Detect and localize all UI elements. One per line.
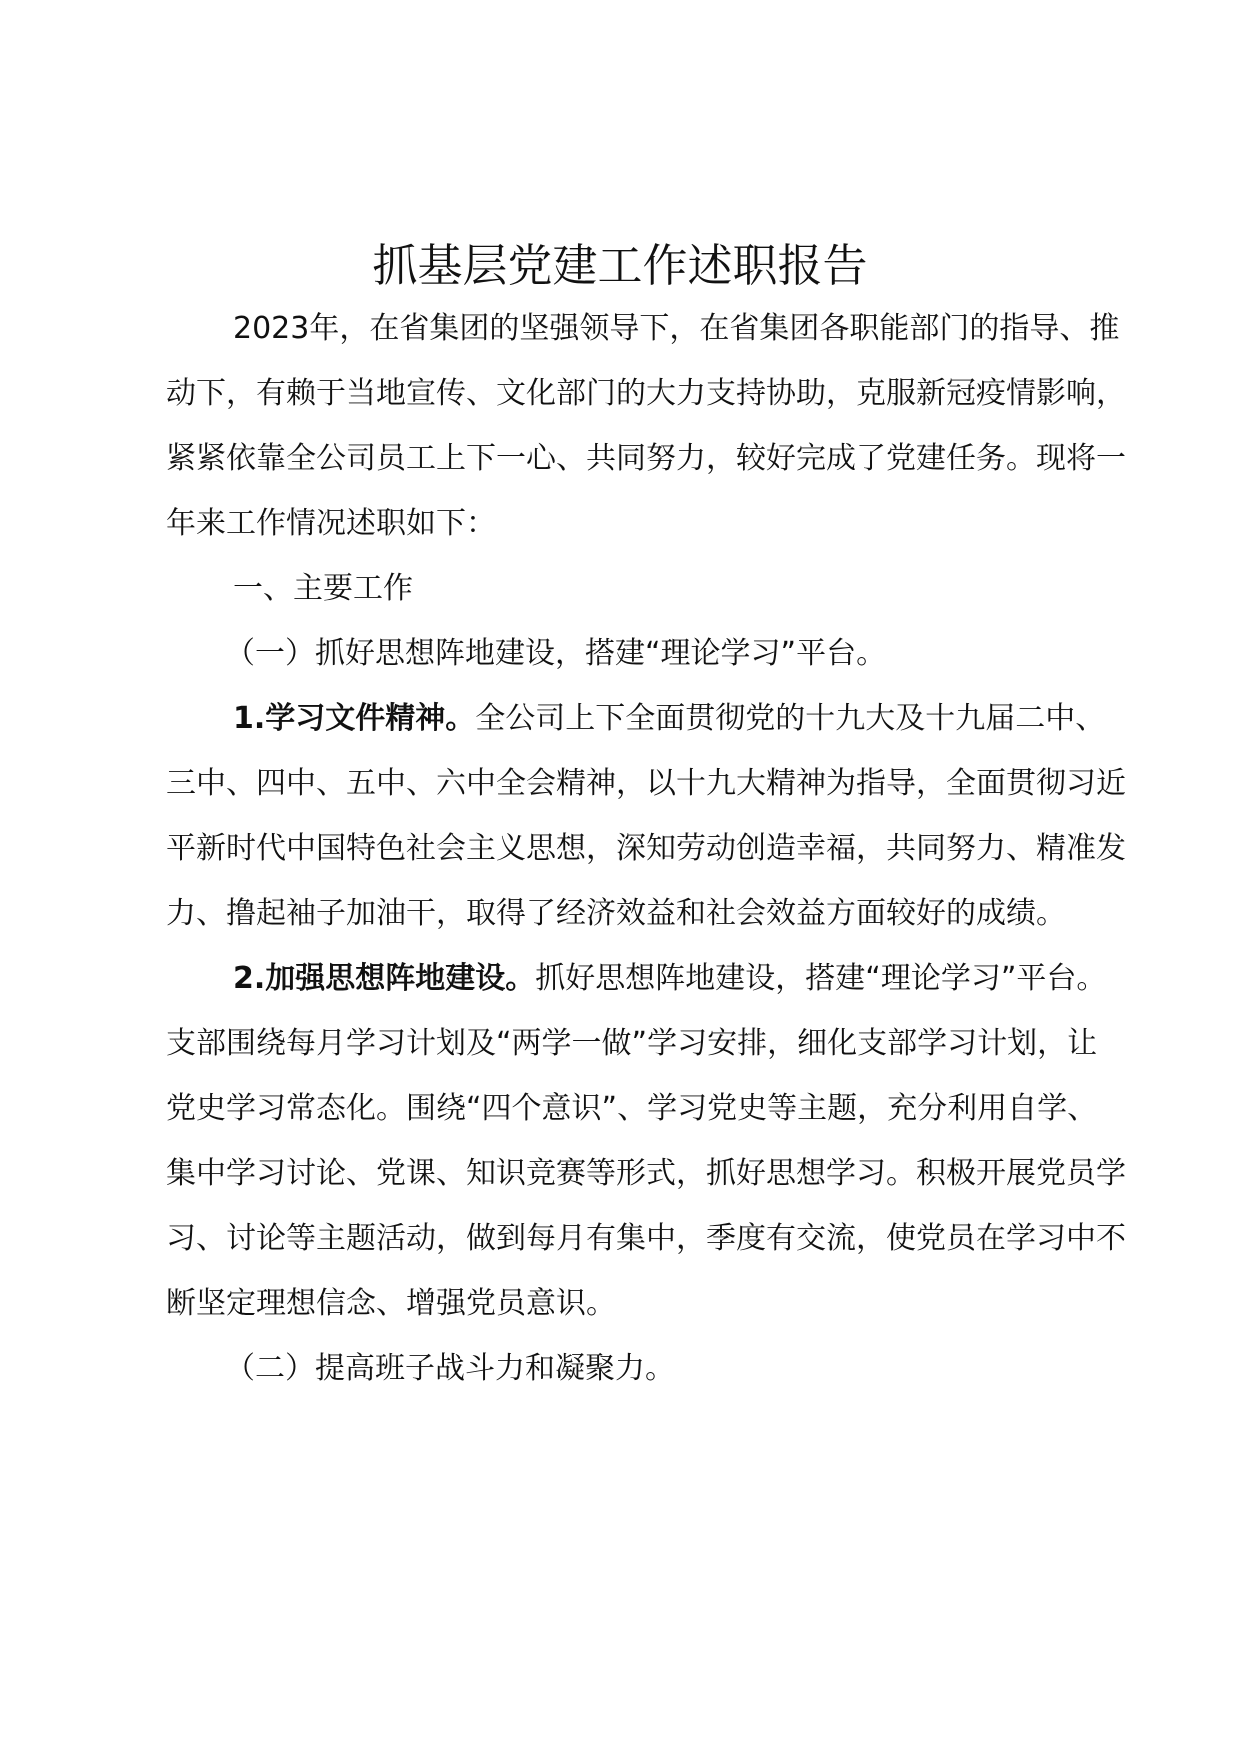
item-2-paragraph <box>166 946 1126 1336</box>
subsection-heading-2: （二）提高班子战斗力和凝聚力。 <box>225 1351 675 1386</box>
item-2-body: 抓好思想阵地建设，搭建“理论学习”平台。支部围绕每月学习计划及“两学一做”学习安排，细化支部学习计划，让党史学习常态化。围绕“四个意识”、学习党史等主题，充分利用自学、集中学习讨论、党课、知识竞赛等形式，抓好思想学习。积极开展党员学习、讨论等主题活动，做到每月有集中，季度有交流，使党员在学习中不断坚定理想信念、增强党员意识。 <box>166 961 1126 1321</box>
intro-paragraph: 2023年，在省集团的坚强领导下，在省集团各职能部门的指导、推动下，有赖于当地宣传、文化部门的大力支持协助，克服新冠疫情影响，紧紧依靠全公司员工上下一心、共同努力，较好完成了党建任务。现将一年来工作情况述职如下： <box>166 311 1126 541</box>
item-1-lead: 1.学习文件精神。 <box>233 701 476 736</box>
section-heading-main-work: 一、主要工作 <box>233 571 413 606</box>
subsection-heading-1: （一）抓好思想阵地建设，搭建“理论学习”平台。 <box>225 636 887 671</box>
document-body <box>166 296 1126 1401</box>
item-2-lead: 2.加强思想阵地建设。 <box>233 961 536 996</box>
item-1-body: 全公司上下全面贯彻党的十九大及十九届二中、三中、四中、五中、六中全会精神，以十九大精神为指导，全面贯彻习近平新时代中国特色社会主义思想，深知劳动创造幸福，共同努力、精准发力、撸起袖子加油干，取得了经济效益和社会效益方面较好的成绩。 <box>166 701 1126 931</box>
document-title: 抓基层党建工作述职报告 <box>372 239 868 292</box>
item-1-paragraph <box>166 686 1126 946</box>
